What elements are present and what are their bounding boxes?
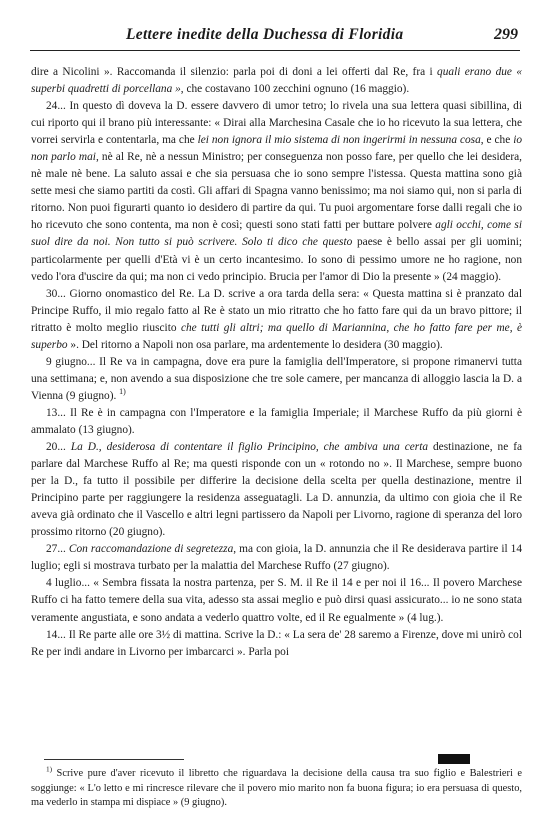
- footnote: [31, 767, 522, 811]
- italic-text: La D., desiderosa di contentare il figlio Principino, che ambiva una certa: [70, 441, 429, 454]
- text-run: , che costavano 100 zecchini ognuno (16 maggio).: [180, 83, 410, 96]
- footnote-separator: [44, 759, 184, 760]
- body-paragraph: [31, 286, 522, 354]
- body-paragraph: [31, 439, 522, 541]
- text-run: 14... Il Re parte alle ore 3½ di mattina. Scrive la D.: « La sera de' 28 saremo a Firenze, dove mi unirò col Re per indi andare in Livorno per imbarcarci ». Parla poi: [31, 628, 522, 658]
- text-run: 27...: [46, 543, 69, 556]
- running-title: Lettere inedite della Duchessa di Floridia: [126, 26, 404, 43]
- redaction-mark: [438, 754, 470, 764]
- italic-text: lei non ignora il mio sistema di non ingerirmi in nessuna cosa: [197, 134, 481, 147]
- footnote-paragraph: [31, 767, 522, 811]
- text-run: paese è bello assai per gli uomini; particolarmente per quelli d'Età vi è un certo incantesimo. Io sono di pessimo umore ne ho ragione, non vedo l'ora d'uscire da qui; ma non ci vedo principio. Brucia per l'amor di Dio la presente » (24 maggio).: [31, 236, 522, 283]
- text-run: 24... In questo dì doveva la D. essere davvero di umor tetro; lo rivela una sua lettera quasi sibillina, di cui riporto qui il brano più interessante: « Dirai alla Marchesina Casale che io ho ricevuto la sua lettera, che vorrei servirla e contentarla, ma che: [31, 100, 522, 147]
- italic-text: Con raccomandazione di segretezza: [68, 543, 234, 556]
- text-run: , e che: [480, 134, 514, 147]
- body-paragraph: [31, 541, 522, 575]
- page-header: [30, 26, 520, 48]
- italic-text: agli occhi, come si suol dire da noi. Non tutto si può scrivere. Solo ti dico che questo: [31, 219, 522, 249]
- italic-text: che tutti gli altri; ma quello di Mariannina, che ho fatto fare per me, è superbo: [31, 321, 522, 351]
- text-run: 30... Giorno onomastico del Re. La D. scrive a ora tarda della sera: « Questa mattina si è pranzato dal Principe Ruffo, il mio regalo fatto al Re è stato un mio ritratto che ho fatto fare qui da un bravo pittore; il ritratto è molto meglio riuscito: [31, 287, 522, 334]
- text-run: 20...: [46, 441, 71, 454]
- body-paragraph: [31, 575, 522, 626]
- page-number: 299: [494, 26, 518, 43]
- text-run: 4 luglio... « Sembra fissata la nostra partenza, per S. M. il Re il 14 e per noi il 16... Il povero Marchese Ruffo ci ha fatto temere della sua vita, adesso sta assai meglio e può dirsi quasi assicurato... io ne sono stata veramente angustiata, e sono andata a vederlo quattro volte, ed il Re egualmente » (4 lug.).: [31, 577, 522, 624]
- text-run: ». Del ritorno a Napoli non osa parlare, ma ardentemente lo desidera (30 maggio).: [67, 338, 443, 351]
- footnote-reference: 1): [119, 387, 126, 397]
- italic-text: quali erano due « superbi quadretti di porcellana »: [31, 66, 522, 96]
- body-paragraph: [31, 405, 522, 439]
- body-paragraph: [31, 98, 522, 286]
- text-run: dire a Nicolini ». Raccomanda il silenzio: parla poi di doni a lei offerti dal Re, fra i: [31, 66, 438, 78]
- body-paragraph: [31, 354, 522, 405]
- body-paragraph: [31, 64, 522, 98]
- text-run: 9 giugno... Il Re va in campagna, dove era pure la famiglia dell'Imperatore, si propone rimanervi tutta una settimana; e, non avendo a sua disposizione che tre sole camere, per mancanza di alloggio lascia la D. a Vienna (9 giugno).: [31, 355, 522, 402]
- body-paragraph: [31, 627, 522, 661]
- text-run: , nè al Re, nè a nessun Ministro; per conseguenza non posso fare, per quello che lei desidera, nè male nè bene. La saluto assai e che sia persuasa che io sono sempre l'istessa. Questa mattina sono già sette mesi che siamo partiti da costì. Gli affari di Spagna vanno benissimo; ma noi siamo qui, non si parla di ritorno. Non puoi figurarti quanto io desidero di partire da qui. Tu puoi argomentare forse dalli regali che io ho ricevuto che sono contenta, ma non è così; questi sono stati fatti per buttare polvere: [31, 151, 522, 232]
- text-run: 13... Il Re è in campagna con l'Imperatore e la famiglia Imperiale; il Marchese Ruffo da più giorni è ammalato (13 giugno).: [31, 406, 522, 436]
- body-text: [31, 64, 522, 661]
- footnote-marker: 1): [46, 765, 53, 774]
- italic-text: io non parlo mai: [31, 134, 523, 164]
- footnote-text: Scrive pure d'aver ricevuto il libretto che riguardava la decisione della causa tra suo figlio e Balestrieri e soggiunge: « L'o letto e mi rincresce rilevare che il povero mio marito non fa buona figura; io era persuasa di questo, ma vederlo in stampa mi dispiace » (9 giugno).: [31, 768, 522, 809]
- text-run: , ma con gioia, la D. annunzia che il Re desiderava partire il 14 luglio; egli si mostrava turbato per la malattia del Marchese Ruffo (27 giugno).: [31, 543, 523, 573]
- text-run: destinazione, ne fa parlare dal Marchese Ruffo al Re; ma questi risponde con un « rotondo no ». Il Marchese, sempre buono per la D., fa tutto il possibile per differire la decisione della scelta per quella destinazione, mentre il Principino parte per raggiungere la residenza asseguatagli. La D. annunzia, da ultimo con gioia che il Re aveva già ordinato che il Vascello e altri legni partissero da Napoli per Livorno, ragione di speranza del loro prossimo ritorno (20 giugno).: [31, 441, 523, 539]
- header-rule: [30, 50, 520, 51]
